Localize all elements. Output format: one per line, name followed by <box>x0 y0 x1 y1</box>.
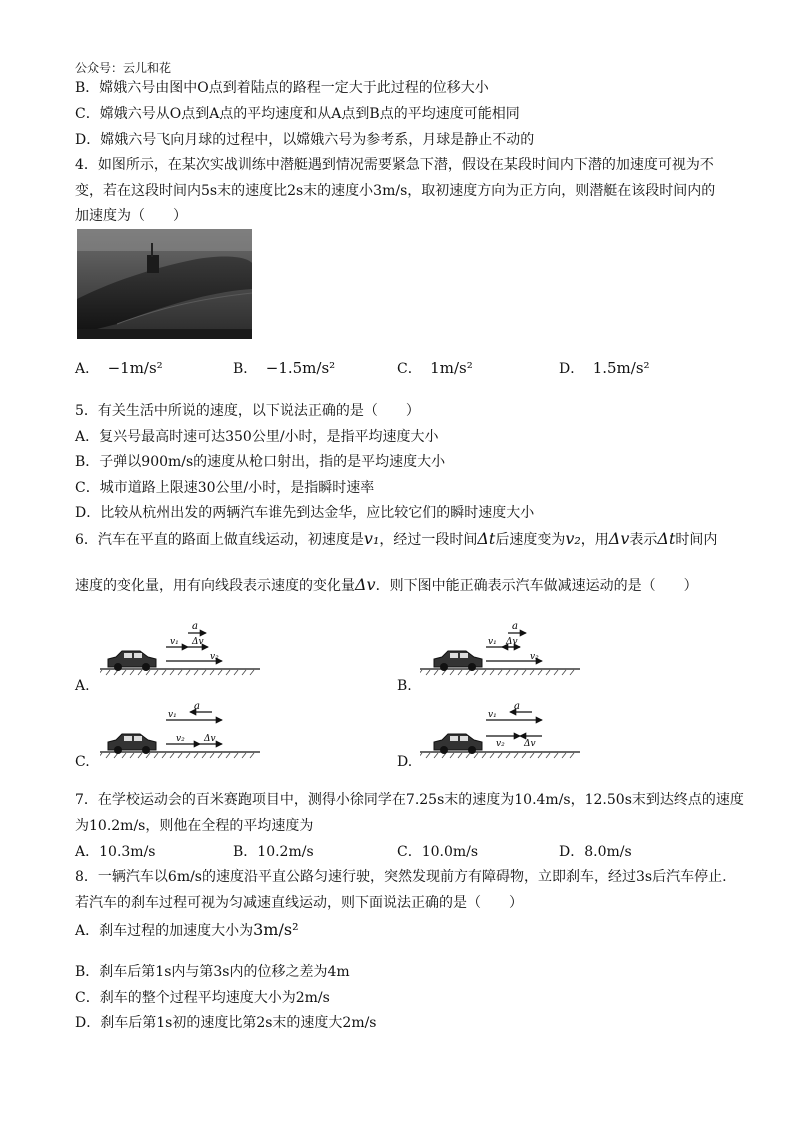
q7-option-d[interactable]: D．8.0m/s <box>559 844 632 860</box>
q6-figure-c <box>100 700 260 762</box>
v1-label: v₁ <box>170 637 179 647</box>
q6-option-a-label[interactable]: A. <box>75 678 90 694</box>
q6-option-d-label[interactable]: D. <box>397 754 413 770</box>
q4-stem-line3: 加速度为（ ） <box>75 208 187 224</box>
q8-option-c[interactable]: C．刹车的整个过程平均速度大小为2m/s <box>75 990 330 1006</box>
dv-label: Δv <box>524 739 536 749</box>
q4-option-c[interactable]: C． 1m/s² <box>397 359 473 377</box>
q5-option-a[interactable]: A．复兴号最高时速可达350公里/小时，是指平均速度大小 <box>75 429 439 445</box>
road <box>100 752 260 758</box>
q4-option-d[interactable]: D． 1.5m/s² <box>559 359 650 377</box>
q7-option-b[interactable]: B．10.2m/s <box>233 844 314 860</box>
accel-label: a <box>194 701 200 712</box>
car <box>108 734 156 754</box>
q7-stem-line2: 为10.2m/s，则他在全程的平均速度为 <box>75 818 314 834</box>
v1-label: v₁ <box>488 637 497 647</box>
accel-label: a <box>512 621 518 632</box>
q7-option-a[interactable]: A．10.3m/s <box>75 844 156 860</box>
car <box>108 651 156 671</box>
q4-stem-line2: 变，若在这段时间内5s末的速度比2s末的速度小3m/s，取初速度方向为正方向，则潜艇在该段时间内的 <box>75 183 716 199</box>
q4-option-b[interactable]: B． −1.5m/s² <box>233 359 336 377</box>
v1-label: v₁ <box>168 710 177 720</box>
q6-figure-d <box>420 700 580 762</box>
car <box>434 651 482 671</box>
q4-stem-line1: 4．如图所示，在某次实战训练中潜艇遇到情况需要紧急下潜，假设在某段时间内下潜的加速度可视为不 <box>75 157 714 173</box>
road <box>100 669 260 675</box>
q8-stem-line1: 8．一辆汽车以6m/s的速度沿平直公路匀速行驶，突然发现前方有障碍物，立即刹车，经过3s后汽车停止. <box>75 869 727 885</box>
q6-stem-line1: 6．汽车在平直的路面上做直线运动，初速度是v₁，经过一段时间Δt后速度变为v₂，用Δv表示Δt时间内 <box>75 529 718 548</box>
q5-option-d[interactable]: D．比较从杭州出发的两辆汽车谁先到达金华，应比较它们的瞬时速度大小 <box>75 505 535 521</box>
q5-option-c[interactable]: C．城市道路上限速30公里/小时，是指瞬时速率 <box>75 480 375 496</box>
q3-option-d[interactable]: D．嫦娥六号飞向月球的过程中，以嫦娥六号为参考系，月球是静止不动的 <box>75 132 535 148</box>
q7-stem-line1: 7．在学校运动会的百米赛跑项目中，测得小徐同学在7.25s末的速度为10.4m/s，12.50s末到达终点的速度 <box>75 792 744 808</box>
q8-option-d[interactable]: D．刹车后第1s初的速度比第2s末的速度大2m/s <box>75 1015 377 1031</box>
v2-label: v₂ <box>496 739 505 749</box>
car <box>434 734 482 754</box>
v1-label: v₁ <box>488 710 497 720</box>
accel-label: a <box>192 621 198 632</box>
q8-option-a[interactable]: A．刹车过程的加速度大小为3m/s² <box>75 920 299 939</box>
dv-label: Δv <box>506 637 518 647</box>
q5-option-b[interactable]: B．子弹以900m/s的速度从枪口射出，指的是平均速度大小 <box>75 454 446 470</box>
q5-stem: 5．有关生活中所说的速度，以下说法正确的是（ ） <box>75 403 420 419</box>
q6-figure-b <box>420 617 580 679</box>
q6-option-c-label[interactable]: C. <box>75 754 90 770</box>
v2-label: v₂ <box>176 734 185 744</box>
q6-option-b-label[interactable]: B. <box>397 678 412 694</box>
v2-label: v₂ <box>530 652 539 662</box>
q8-option-b[interactable]: B．刹车后第1s内与第3s内的位移之差为4m <box>75 964 350 980</box>
q6-stem-line2: 速度的变化量，用有向线段表示速度的变化量Δv．则下图中能正确表示汽车做减速运动的是（ ） <box>75 575 698 594</box>
v2-label: v₂ <box>210 652 219 662</box>
dv-label: Δv <box>204 734 216 744</box>
dv-label: Δv <box>192 637 204 647</box>
q3-option-b-text: B．嫦娥六号由图中O点到着陆点的路程一定大于此过程的位移大小 <box>75 80 489 96</box>
submarine-photo <box>77 229 252 339</box>
q3-option-c[interactable]: C．嫦娥六号从O点到A点的平均速度和从A点到B点的平均速度可能相同 <box>75 106 520 122</box>
q8-stem-line2: 若汽车的刹车过程可视为匀减速直线运动，则下面说法正确的是（ ） <box>75 895 523 911</box>
q6-figure-a <box>100 617 260 679</box>
accel-label: a <box>514 701 520 712</box>
q7-option-c[interactable]: C．10.0m/s <box>397 844 479 860</box>
q4-option-a[interactable]: A． −1m/s² <box>75 359 163 377</box>
watermark: 公众号：云儿和花 <box>75 61 172 75</box>
